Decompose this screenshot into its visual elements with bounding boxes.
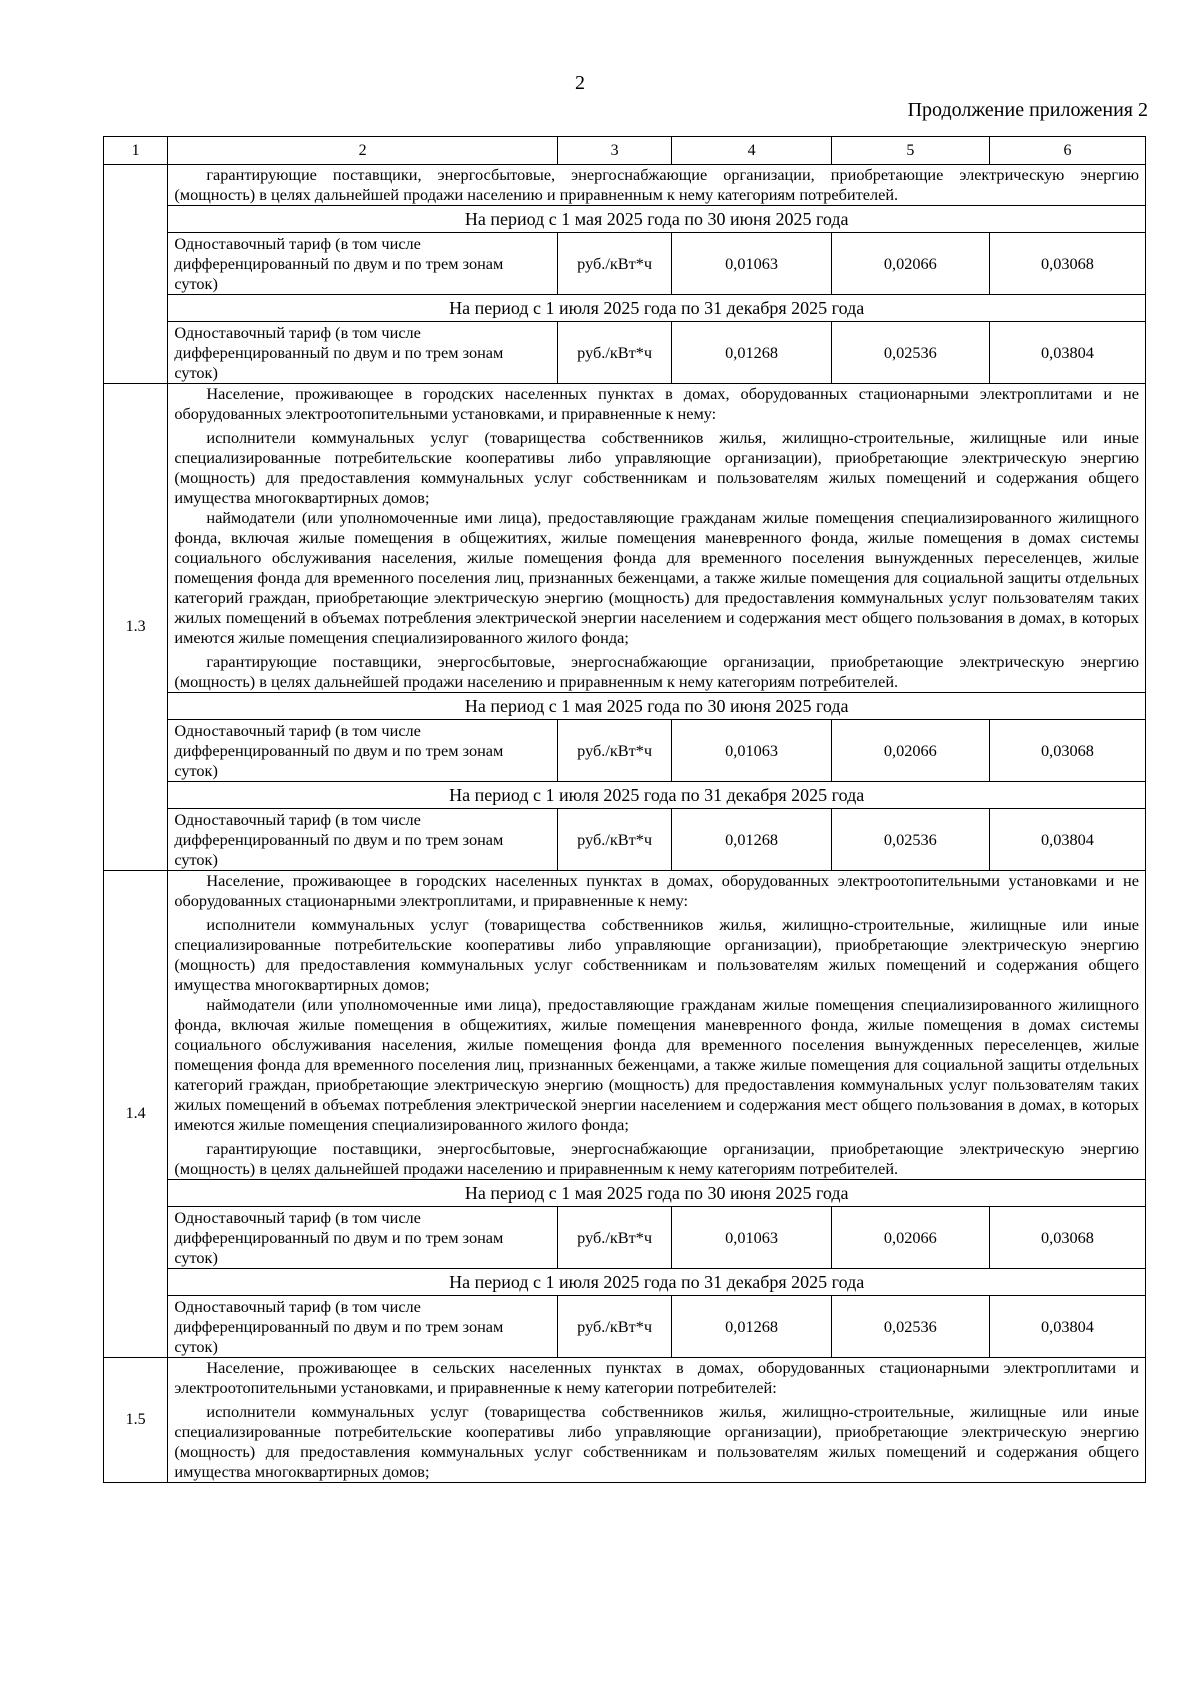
column-number: 5 [831,137,989,165]
tariff-label: Одноставочный тариф (в том числе дифференцированный по двум и по трем зонам суток) [168,233,558,295]
period-row [104,1269,1146,1296]
tariff-row [104,1296,1146,1358]
tariff-row [104,720,1146,782]
period-label: На период с 1 июля 2025 года по 31 декабря 2025 года [168,782,1146,809]
tariff-value: 0,01063 [672,233,831,295]
category-text: наймодатели (или уполномоченные ими лица), предоставляющие гражданам жилые помещения специализированного жилищного фонда, включая жилые помещения в общежитиях, жилые помещения маневренного фонда, жилые помещения в домах системы социального обслуживания населения, жилые помещения фонда для временного поселения вынужденных переселенцев, жилые помещения фонда для временного поселения лиц, признанных беженцами, а также жилые помещения для социальной защиты отдельных категорий граждан, приобретающие электрическую энергию (мощность) для предоставления коммунальных услуг пользователям таких жилых помещений в объемах потребления электрической энергии населением и содержания мест общего пользования в домах, в которых имеются жилые помещения специализированного жилого фонда; [174,508,1139,647]
period-label: На период с 1 мая 2025 года по 30 июня 2025 года [168,693,1146,720]
period-label: На период с 1 мая 2025 года по 30 июня 2025 года [168,206,1146,233]
tariff-value: 0,03068 [989,720,1145,782]
period-label: На период с 1 июля 2025 года по 31 декабря 2025 года [168,295,1146,322]
tariff-value: 0,02066 [831,720,989,782]
column-number: 1 [104,137,168,165]
table-row [104,1358,1146,1483]
period-label: На период с 1 июля 2025 года по 31 декабря 2025 года [168,1269,1146,1296]
tariff-unit: руб./кВт*ч [557,233,672,295]
category-text: исполнители коммунальных услуг (товарищества собственников жилья, жилищно-строительные, жилищные или иные специализированные потребительские кооперативы либо управляющие организации), приобретающие электрическую энергию (мощность) для предоставления коммунальных услуг собственникам и пользователям жилых помещений и содержания общего имущества многоквартирных домов; [174,428,1139,507]
tariff-unit: руб./кВт*ч [557,809,672,871]
appendix-caption: Продолжение приложения 2 [907,99,1148,121]
column-number: 3 [557,137,672,165]
category-intro: Население, проживающее в городских населенных пунктах в домах, оборудованных стационарными электроплитами и не оборудованных электроотопительными установками, и приравненные к нему: [174,384,1139,423]
tariff-value: 0,03068 [989,233,1145,295]
category-text: гарантирующие поставщики, энергосбытовые, энергоснабжающие организации, приобретающие электрическую энергию (мощность) в целях дальнейшей продажи населению и приравненным к нему категориям потребителей. [174,1139,1139,1178]
period-row [104,782,1146,809]
tariff-value: 0,03804 [989,322,1145,384]
category-description [168,384,1146,693]
page-number: 2 [575,72,585,94]
category-intro: Население, проживающее в городских населенных пунктах в домах, оборудованных электроотопительными установками и не оборудованных стационарными электроплитами, и приравненные к нему: [174,871,1139,910]
tariff-value: 0,02536 [831,322,989,384]
row-number: 1.3 [104,384,168,871]
tariff-row [104,809,1146,871]
category-text: гарантирующие поставщики, энергосбытовые, энергоснабжающие организации, приобретающие электрическую энергию (мощность) в целях дальнейшей продажи населению и приравненным к нему категориям потребителей. [174,652,1139,691]
tariff-value: 0,01063 [672,1207,831,1269]
tariff-value: 0,01268 [672,1296,831,1358]
tariff-value: 0,02066 [831,1207,989,1269]
period-row [104,206,1146,233]
table-row [104,871,1146,1180]
tariff-value: 0,01268 [672,322,831,384]
period-row [104,295,1146,322]
category-text: исполнители коммунальных услуг (товарищества собственников жилья, жилищно-строительные, жилищные или иные специализированные потребительские кооперативы либо управляющие организации), приобретающие электрическую энергию (мощность) для предоставления коммунальных услуг собственникам и пользователям жилых помещений и содержания общего имущества многоквартирных домов; [174,1402,1139,1481]
row-number: 1.4 [104,871,168,1358]
column-number-row [104,137,1146,165]
column-number: 2 [168,137,558,165]
category-text: гарантирующие поставщики, энергосбытовые, энергоснабжающие организации, приобретающие электрическую энергию (мощность) в целях дальнейшей продажи населению и приравненным к нему категориям потребителей. [174,165,1139,204]
column-number: 4 [672,137,831,165]
tariff-value: 0,03804 [989,1296,1145,1358]
tariff-value: 0,01063 [672,720,831,782]
table-row [104,165,1146,206]
period-row [104,693,1146,720]
tariff-unit: руб./кВт*ч [557,322,672,384]
tariff-row [104,1207,1146,1269]
row-number [104,165,168,384]
tariff-value: 0,03804 [989,809,1145,871]
period-label: На период с 1 мая 2025 года по 30 июня 2025 года [168,1180,1146,1207]
tariff-row [104,233,1146,295]
tariff-value: 0,02536 [831,809,989,871]
category-intro: Население, проживающее в сельских населенных пунктах в домах, оборудованных стационарными электроплитами и электроотопительными установками, и приравненные к нему категории потребителей: [174,1358,1139,1397]
tariff-label: Одноставочный тариф (в том числе дифференцированный по двум и по трем зонам суток) [168,322,558,384]
period-row [104,1180,1146,1207]
tariff-value: 0,01268 [672,809,831,871]
tariff-value: 0,02066 [831,233,989,295]
tariff-label: Одноставочный тариф (в том числе дифференцированный по двум и по трем зонам суток) [168,1296,558,1358]
category-description [168,871,1146,1180]
tariff-value: 0,03068 [989,1207,1145,1269]
category-text: исполнители коммунальных услуг (товарищества собственников жилья, жилищно-строительные, жилищные или иные специализированные потребительские кооперативы либо управляющие организации), приобретающие электрическую энергию (мощность) для предоставления коммунальных услуг собственникам и пользователям жилых помещений и содержания общего имущества многоквартирных домов; [174,915,1139,994]
tariff-unit: руб./кВт*ч [557,720,672,782]
tariff-row [104,322,1146,384]
tariff-table [103,136,1146,1483]
category-text: наймодатели (или уполномоченные ими лица), предоставляющие гражданам жилые помещения специализированного жилищного фонда, включая жилые помещения в общежитиях, жилые помещения маневренного фонда, жилые помещения в домах системы социального обслуживания населения, жилые помещения фонда для временного поселения вынужденных переселенцев, жилые помещения фонда для временного поселения лиц, признанных беженцами, а также жилые помещения для социальной защиты отдельных категорий граждан, приобретающие электрическую энергию (мощность) для предоставления коммунальных услуг пользователям таких жилых помещений в объемах потребления электрической энергии населением и содержания мест общего пользования в домах, в которых имеются жилые помещения специализированного жилого фонда; [174,995,1139,1134]
tariff-label: Одноставочный тариф (в том числе дифференцированный по двум и по трем зонам суток) [168,809,558,871]
column-number: 6 [989,137,1145,165]
category-description [168,165,1146,206]
category-description [168,1358,1146,1483]
table-row [104,384,1146,693]
tariff-unit: руб./кВт*ч [557,1296,672,1358]
row-number: 1.5 [104,1358,168,1483]
tariff-label: Одноставочный тариф (в том числе дифференцированный по двум и по трем зонам суток) [168,720,558,782]
tariff-value: 0,02536 [831,1296,989,1358]
tariff-label: Одноставочный тариф (в том числе дифференцированный по двум и по трем зонам суток) [168,1207,558,1269]
tariff-unit: руб./кВт*ч [557,1207,672,1269]
